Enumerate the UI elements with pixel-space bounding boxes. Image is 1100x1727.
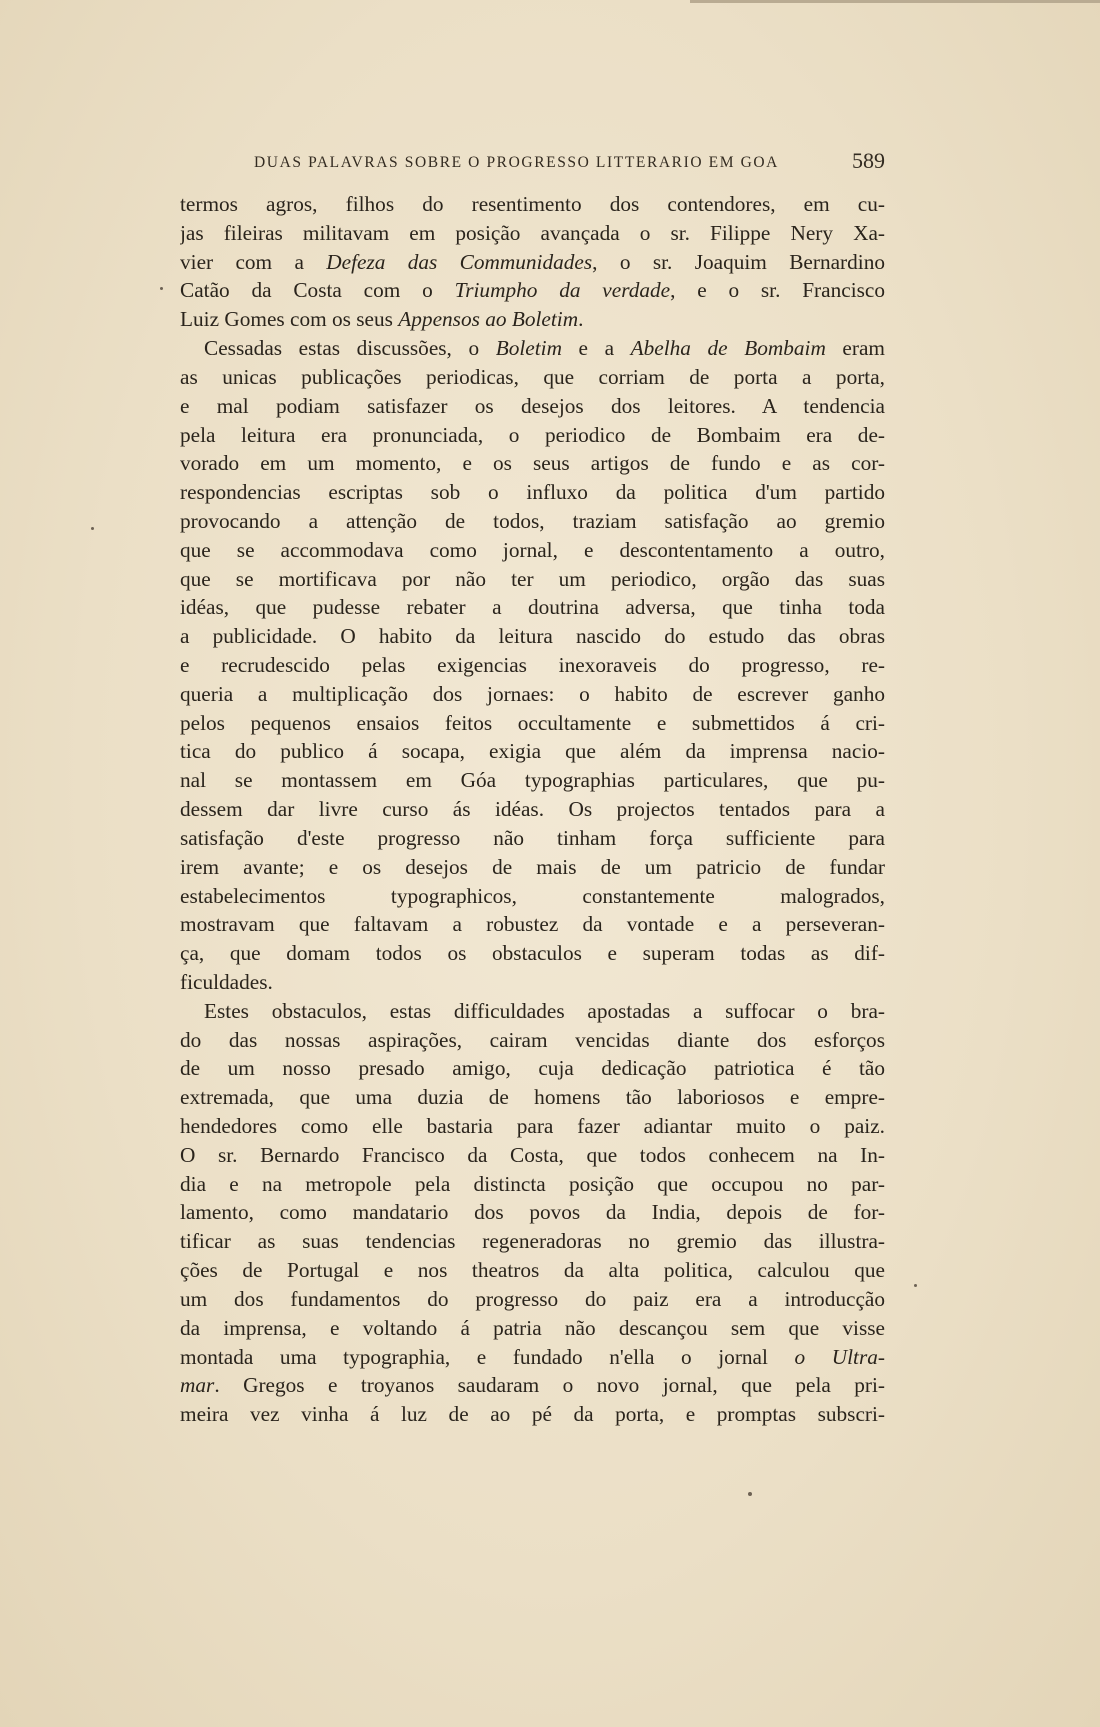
text-segment: . Gregos e troyanos saudaram o novo jornal, que pela pri-	[214, 1373, 885, 1398]
text-line	[180, 536, 885, 565]
text-line	[180, 1371, 885, 1400]
text-segment: O sr. Bernardo Francisco da Costa, que todos conhecem na In-	[180, 1142, 885, 1167]
text-segment: e mal podiam satisfazer os desejos dos leitores. A tendencia	[180, 393, 885, 418]
text-line	[180, 478, 885, 507]
ink-speck	[160, 287, 163, 290]
text-segment: queria a multiplicação dos jornaes: o habito de escrever ganho	[180, 681, 885, 706]
text-line	[180, 565, 885, 594]
text-line	[180, 1141, 885, 1170]
text-segment: que se mortificava por não ter um periodico, orgão das suas	[180, 566, 885, 591]
text-segment: estabelecimentos typographicos, constantemente malogrados,	[180, 883, 885, 908]
text-line	[180, 449, 885, 478]
text-line	[180, 1170, 885, 1199]
text-segment: meira vez vinha á luz de ao pé da porta, e promptas subscri-	[180, 1402, 885, 1427]
text-line	[180, 968, 885, 997]
italic-text: Defeza das Communidades	[326, 249, 593, 274]
text-segment: da imprensa, e voltando á patria não descançou sem que visse	[180, 1315, 885, 1340]
text-segment: que se accommodava como jornal, e descontentamento a outro,	[180, 537, 885, 562]
text-line	[180, 795, 885, 824]
text-line	[180, 421, 885, 450]
text-line	[180, 1256, 885, 1285]
text-segment: tica do publico á socapa, exigia que além da imprensa nacio-	[180, 739, 885, 764]
text-segment: dia e na metropole pela distincta posição que occupou no par-	[180, 1171, 885, 1196]
text-line	[180, 1083, 885, 1112]
text-line	[180, 248, 885, 277]
text-segment: vorado em um momento, e os seus artigos de fundo e as cor-	[180, 451, 885, 476]
text-line	[180, 507, 885, 536]
text-segment: satisfação d'este progresso não tinham força sufficiente para	[180, 825, 885, 850]
text-segment: provocando a attenção de todos, traziam satisfação ao gremio	[180, 508, 885, 533]
text-line	[180, 882, 885, 911]
text-line	[180, 363, 885, 392]
italic-text: o Ultra-	[794, 1344, 885, 1369]
text-segment: termos agros, filhos do resentimento dos contendores, em cu-	[180, 192, 885, 216]
page-number: 589	[852, 148, 885, 173]
text-line	[180, 219, 885, 248]
text-line	[180, 997, 885, 1026]
text-segment: do das nossas aspirações, cairam vencidas diante dos esforços	[180, 1027, 885, 1052]
text-segment: de um nosso presado amigo, cuja dedicação patriotica é tão	[180, 1056, 885, 1081]
italic-text: Triumpho da verdade	[454, 278, 671, 303]
text-line	[180, 1343, 885, 1372]
text-segment: respondencias escriptas sob o influxo da politica d'um partido	[180, 480, 885, 505]
text-line	[180, 1054, 885, 1083]
text-line	[180, 622, 885, 651]
text-segment: pela leitura era pronunciada, o periodico de Bombaim era de-	[180, 422, 885, 447]
running-title: DUAS PALAVRAS SOBRE O PROGRESSO LITTERARIO EM GOA	[254, 154, 779, 171]
text-segment: irem avante; e os desejos de mais de um patricio de fundar	[180, 854, 885, 879]
text-segment: montada uma typographia, e fundado n'ella o jornal	[180, 1344, 795, 1369]
text-line	[180, 680, 885, 709]
italic-text: Abelha de Bombaim	[630, 336, 826, 361]
ink-speck	[914, 1284, 917, 1287]
text-line	[180, 1314, 885, 1343]
text-segment: lamento, como mandatario dos povos da India, depois de for-	[180, 1200, 885, 1225]
text-segment: ções de Portugal e nos theatros da alta politica, calculou que	[180, 1258, 885, 1283]
text-line	[180, 190, 885, 219]
text-line	[180, 1026, 885, 1055]
text-line	[180, 737, 885, 766]
text-line	[180, 1285, 885, 1314]
text-segment: a publicidade. O habito da leitura nascido do estudo das obras	[180, 624, 885, 649]
text-line	[180, 1112, 885, 1141]
text-line	[180, 1198, 885, 1227]
text-segment: Luiz Gomes com os seus	[180, 307, 399, 332]
italic-text: Appensos ao Boletim	[398, 307, 579, 332]
page-edge-rule	[690, 0, 1100, 3]
text-segment: , e o sr. Francisco	[670, 278, 885, 303]
text-segment: eram	[825, 336, 885, 361]
text-line	[180, 392, 885, 421]
ink-speck	[91, 527, 94, 530]
text-line	[180, 334, 885, 363]
text-line	[180, 276, 885, 305]
text-line	[180, 853, 885, 882]
text-segment: idéas, que pudesse rebater a doutrina adversa, que tinha toda	[180, 595, 885, 620]
text-segment: , o sr. Joaquim Bernardino	[592, 249, 885, 274]
text-segment: as unicas publicações periodicas, que corriam de porta a porta,	[180, 364, 885, 389]
text-line	[180, 651, 885, 680]
text-segment: Catão da Costa com o	[180, 278, 455, 303]
text-line	[180, 593, 885, 622]
text-segment: .	[578, 307, 584, 332]
italic-text: Boletim	[495, 336, 562, 361]
text-line	[180, 766, 885, 795]
text-segment: vier com a	[180, 249, 327, 274]
ink-speck	[748, 1492, 752, 1496]
italic-text: mar	[180, 1373, 215, 1398]
text-segment: Cessadas estas discussões, o	[204, 336, 496, 361]
text-line	[180, 824, 885, 853]
text-segment: e a	[561, 336, 631, 361]
text-segment: mostravam que faltavam a robustez da vontade e a perseveran-	[180, 912, 885, 937]
text-segment: um dos fundamentos do progresso do paiz era a introducção	[180, 1286, 885, 1311]
text-line	[180, 305, 885, 334]
text-line	[180, 939, 885, 968]
body-text	[180, 190, 885, 1429]
text-segment: ficuldades.	[180, 969, 273, 994]
text-line	[180, 910, 885, 939]
text-segment: hendedores como elle bastaria para fazer adiantar muito o paiz.	[180, 1114, 885, 1138]
text-line	[180, 709, 885, 738]
text-segment: nal se montassem em Góa typographias particulares, que pu-	[180, 768, 885, 793]
text-segment: extremada, que uma duzia de homens tão laboriosos e empre-	[180, 1085, 885, 1110]
text-line	[180, 1227, 885, 1256]
text-segment: pelos pequenos ensaios feitos occultamente e submettidos á cri-	[180, 710, 885, 735]
text-segment: jas fileiras militavam em posição avançada o sr. Filippe Nery Xa-	[180, 220, 885, 245]
text-segment: tificar as suas tendencias regeneradoras no gremio das illustra-	[180, 1229, 885, 1254]
text-line	[180, 1400, 885, 1429]
text-segment: e recrudescido pelas exigencias inexoraveis do progresso, re-	[180, 653, 885, 677]
text-segment: ça, que domam todos os obstaculos e superam todas as dif-	[180, 941, 885, 966]
text-segment: dessem dar livre curso ás idéas. Os projectos tentados para a	[180, 797, 885, 822]
text-segment: Estes obstaculos, estas difficuldades apostadas a suffocar o bra-	[204, 998, 885, 1023]
page-header	[180, 148, 885, 178]
